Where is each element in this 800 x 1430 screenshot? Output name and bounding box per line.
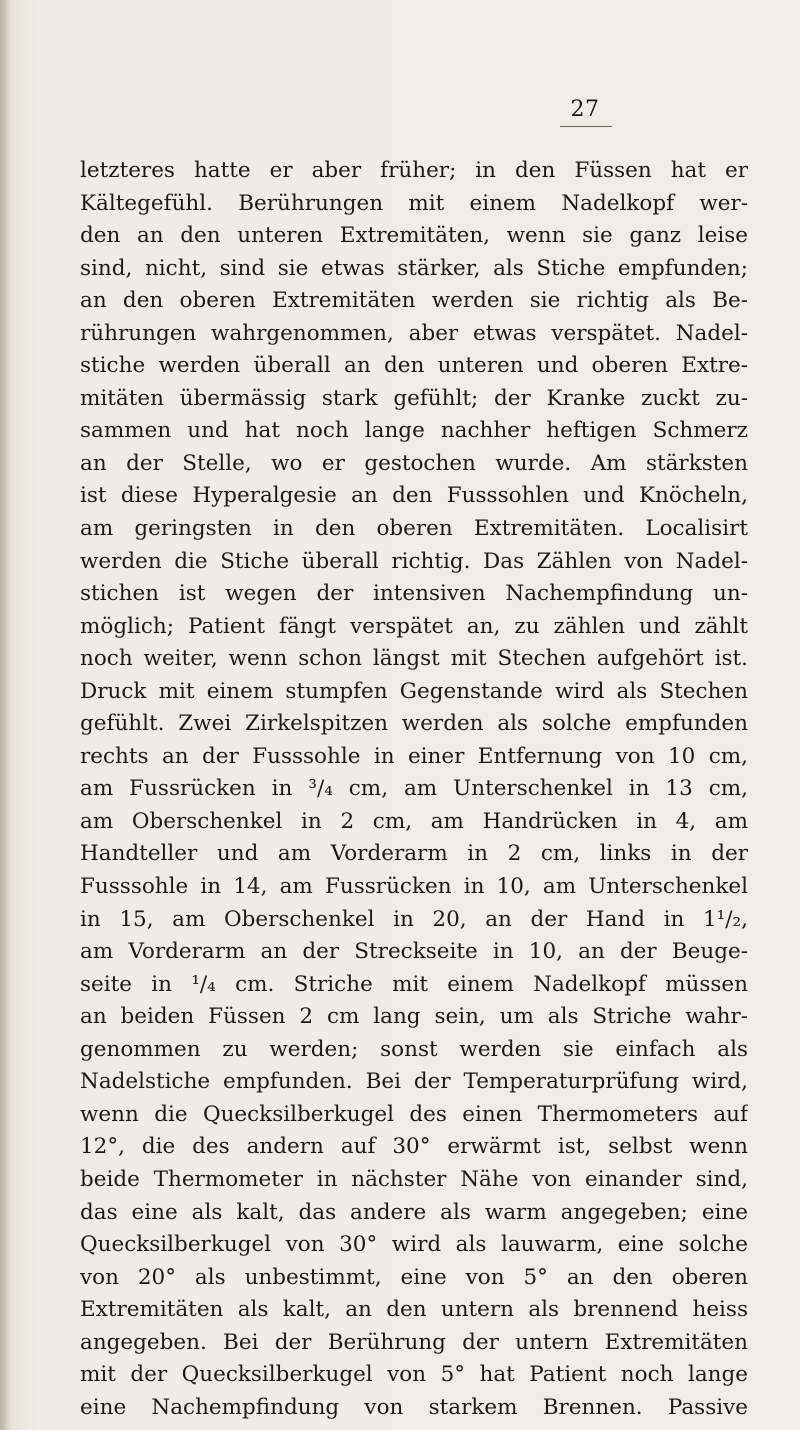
text-line: Handteller und am Vorderarm in 2 cm, links in der — [80, 841, 748, 867]
page-number: 27 — [570, 97, 600, 122]
text-line: mitäten übermässig stark gefühlt; der Kranke zuckt zu- — [80, 385, 748, 411]
text-line: sind, nicht, sind sie etwas stärker, als Stiche empfunden; — [80, 255, 748, 281]
text-line: ist diese Hyperalgesie an den Fusssohlen und Knöcheln, — [80, 483, 748, 509]
text-line: Quecksilberkugel von 30° wird als lauwarm, eine solche — [80, 1232, 748, 1258]
text-line: am geringsten in den oberen Extremitäten. Localisirt — [80, 516, 748, 542]
text-line: beide Thermometer in nächster Nähe von einander sind, — [80, 1166, 748, 1192]
text-line: Extremitäten als kalt, an den untern als brennend heiss — [80, 1297, 748, 1323]
text-line: Fusssohle in 14, am Fussrücken in 10, am Unterschenkel — [80, 874, 748, 900]
text-line: seite in ¹/₄ cm. Striche mit einem Nadelkopf müssen — [80, 971, 748, 997]
text-line: sammen und hat noch lange nachher heftigen Schmerz — [80, 418, 748, 444]
text-line: Nadelstiche empfunden. Bei der Temperaturprüfung wird, — [80, 1069, 748, 1095]
text-line: rechts an der Fusssohle in einer Entfernung von 10 cm, — [80, 743, 748, 769]
text-line: an den oberen Extremitäten werden sie richtig als Be- — [80, 288, 748, 314]
text-line: am Vorderarm an der Streckseite in 10, an der Beuge- — [80, 939, 748, 965]
text-line: rührungen wahrgenommen, aber etwas verspätet. Nadel- — [80, 320, 748, 346]
binding-shadow — [0, 0, 10, 1430]
text-line: letzteres hatte er aber früher; in den Füssen hat er — [80, 158, 748, 183]
text-line: angegeben. Bei der Berührung der untern Extremitäten — [80, 1329, 748, 1355]
text-line: eine Nachempfindung von starkem Brennen. Passive — [80, 1394, 748, 1420]
text-line: an beiden Füssen 2 cm lang sein, um als Striche wahr- — [80, 1004, 748, 1030]
text-line: stiche werden überall an den unteren und oberen Extre- — [80, 353, 748, 379]
text-line: am Oberschenkel in 2 cm, am Handrücken in 4, am — [80, 808, 748, 834]
text-line: in 15, am Oberschenkel in 20, an der Hand in 1¹/₂, — [80, 906, 748, 932]
text-line: Kältegefühl. Berührungen mit einem Nadelkopf wer- — [80, 190, 748, 216]
text-line: Druck mit einem stumpfen Gegenstande wird als Stechen — [80, 678, 748, 704]
text-line: werden die Stiche überall richtig. Das Zählen von Nadel- — [80, 548, 748, 574]
text-line: genommen zu werden; sonst werden sie einfach als — [80, 1036, 748, 1062]
page-number-rule — [560, 126, 612, 127]
text-line: noch weiter, wenn schon längst mit Stechen aufgehört ist. — [80, 646, 748, 672]
text-line: am Fussrücken in ³/₄ cm, am Unterschenkel in 13 cm, — [80, 776, 748, 802]
text-line: das eine als kalt, das andere als warm angegeben; eine — [80, 1199, 748, 1225]
text-line: gefühlt. Zwei Zirkelspitzen werden als solche empfunden — [80, 711, 748, 737]
text-line: von 20° als unbestimmt, eine von 5° an den oberen — [80, 1264, 748, 1290]
text-line: 12°, die des andern auf 30° erwärmt ist, selbst wenn — [80, 1134, 748, 1160]
text-line: wenn die Quecksilberkugel des einen Thermometers auf — [80, 1101, 748, 1127]
text-line: mit der Quecksilberkugel von 5° hat Patient noch lange — [80, 1362, 748, 1388]
text-line: an der Stelle, wo er gestochen wurde. Am stärksten — [80, 450, 748, 476]
text-line: den an den unteren Extremitäten, wenn sie ganz leise — [80, 223, 748, 249]
text-line: möglich; Patient fängt verspätet an, zu zählen und zählt — [80, 613, 748, 639]
text-line: stichen ist wegen der intensiven Nachempfindung un- — [80, 581, 748, 607]
body-text — [80, 155, 748, 1424]
